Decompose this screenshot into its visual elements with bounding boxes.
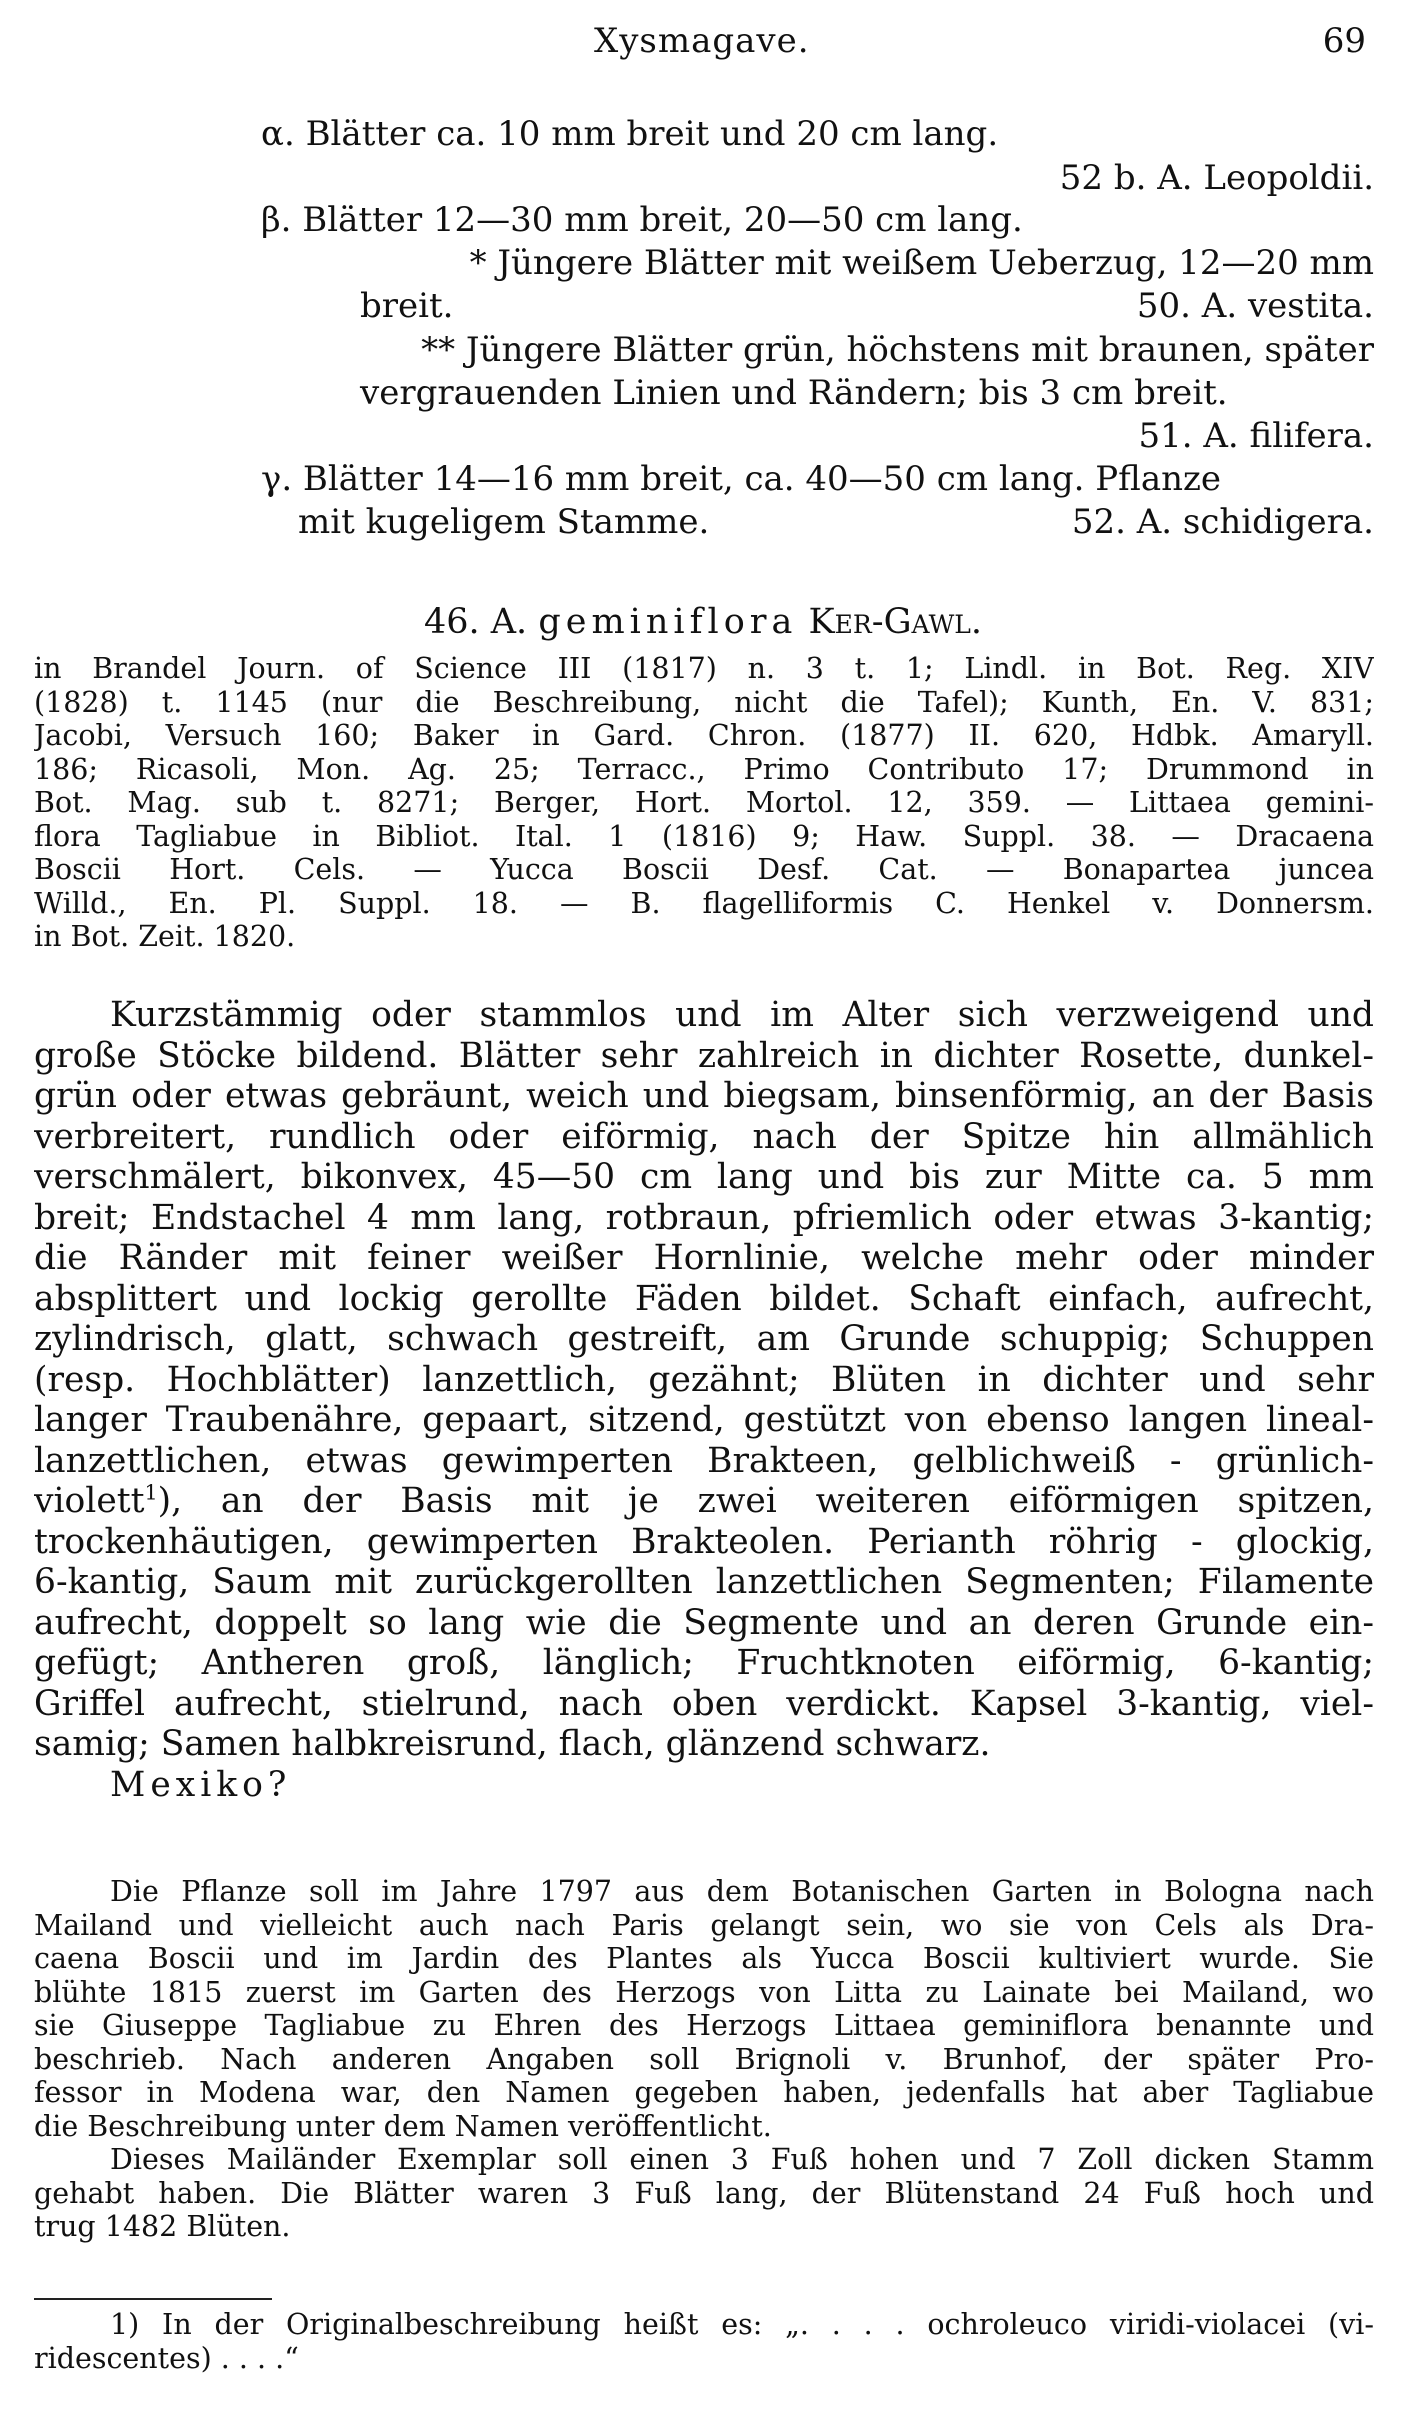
description-line: verbreitert, rundlich oder eiförmig, nach der Spitze hin allmählich	[34, 1116, 1374, 1157]
description-line: die Ränder mit feiner weißer Hornlinie, welche mehr oder minder	[34, 1238, 1374, 1278]
notes-line: Die Pflanze soll im Jahre 1797 aus dem Botanischen Garten in Bologna nach	[110, 1875, 1374, 1908]
key-beta: β. Blätter 12—30 mm breit, 20—50 cm lang.	[261, 200, 1023, 240]
habitat: Mexiko?	[110, 1764, 292, 1805]
synonymy-line: in Brandel Journ. of Science III (1817) n. 3 t. 1; Lindl. in Bot. Reg. XIV	[34, 652, 1374, 685]
footnote-divider	[34, 2298, 272, 2300]
key-alpha: α. Blätter ca. 10 mm breit und 20 cm lang.	[261, 114, 999, 154]
notes-line: Mailand und vielleicht auch nach Paris gelangt sein, wo sie von Cels als Dra-	[34, 1908, 1374, 1942]
notes-line: fessor in Modena war, den Namen gegeben haben, jedenfalls hat aber Tagliabue	[34, 2076, 1374, 2109]
synonymy-line: Bot. Mag. sub t. 8271; Berger, Hort. Mortol. 12, 359. — Littaea gemini-	[34, 786, 1374, 819]
description-line: gefügt; Antheren groß, länglich; Fruchtknoten eiförmig, 6-kantig;	[34, 1643, 1374, 1683]
description-line: Kurzstämmig oder stammlos und im Alter sich verzweigend und	[110, 995, 1374, 1035]
synonymy-block	[34, 652, 1374, 954]
footnote-reference: 1	[144, 1481, 158, 1505]
footnote	[34, 2308, 1374, 2376]
synonymy-line: Jacobi, Versuch 160; Baker in Gard. Chron. (1877) II. 620, Hdbk. Amaryll.	[34, 719, 1374, 752]
description-line: breit; Endstachel 4 mm lang, rotbraun, pfriemlich oder etwas 3-kantig;	[34, 1197, 1374, 1238]
description-line: samig; Samen halbkreisrund, flach, glänzend schwarz.	[34, 1724, 991, 1764]
key-beta-sub2-line2: vergrauenden Linien und Rändern; bis 3 cm breit.	[360, 373, 1228, 413]
description-line: verschmälert, bikonvex, 45—50 cm lang und bis zur Mitte ca. 5 mm	[34, 1157, 1374, 1197]
species-number: 46. A.	[423, 602, 528, 642]
synonymy-line: in Bot. Zeit. 1820.	[34, 920, 296, 953]
key-beta-sub1-line2: breit.	[360, 286, 454, 326]
synonymy-line: (1828) t. 1145 (nur die Beschreibung, nicht die Tafel); Kunth, En. V. 831;	[34, 685, 1374, 719]
description-line: zylindrisch, glatt, schwach gestreift, am Grunde schuppig; Schuppen	[34, 1319, 1374, 1359]
footnote-line: ridescentes) . . . .“	[34, 2342, 299, 2375]
description-line: trockenhäutigen, gewimperten Brakteolen. Perianth röhrig - glockig,	[34, 1521, 1374, 1562]
synonymy-line: Willd., En. Pl. Suppl. 18. — B. flagelliformis C. Henkel v. Donnersm.	[34, 886, 1374, 920]
synonymy-line: flora Tagliabue in Bibliot. Ital. 1 (1816) 9; Haw. Suppl. 38. — Dracaena	[34, 819, 1374, 853]
key-beta-sub2-line1: ** Jüngere Blätter grün, höchstens mit braunen, später	[421, 330, 1374, 370]
page-number: 69	[1322, 21, 1366, 61]
historical-notes	[34, 1875, 1374, 2244]
species-author: Ker-Gawl.	[808, 602, 983, 642]
running-head	[34, 16, 1366, 66]
description-line: aufrecht, doppelt so lang wie die Segmente und an deren Grunde ein-	[34, 1602, 1374, 1643]
synonymy-line: 186; Ricasoli, Mon. Ag. 25; Terracc., Primo Contributo 17; Drummond in	[34, 752, 1374, 786]
description-line: langer Traubenähre, gepaart, sitzend, gestützt von ebenso langen lineal-	[34, 1400, 1374, 1440]
key-beta-sub1-line1: * Jüngere Blätter mit weißem Ueberzug, 12—20 mm	[469, 243, 1374, 283]
description-text: violett	[34, 1481, 145, 1521]
key-gamma-result: 52. A. schidigera.	[1071, 502, 1374, 542]
notes-line: gehabt haben. Die Blätter waren 3 Fuß lang, der Blütenstand 24 Fuß hoch und	[34, 2176, 1374, 2210]
description-text: ), an der Basis mit je zwei weiteren eiförmigen spitzen,	[157, 1481, 1374, 1521]
notes-line: caena Boscii und im Jardin des Plantes als Yucca Boscii kultiviert wurde. Sie	[34, 1942, 1374, 1975]
notes-line: die Beschreibung unter dem Namen veröffentlicht.	[34, 2109, 772, 2143]
species-description	[34, 995, 1374, 1805]
footnote-line: 1) In der Originalbeschreibung heißt es: „. . . . ochroleuco viridi-violacei (vi-	[110, 2308, 1374, 2341]
key-alpha-result: 52 b. A. Leopoldii.	[1059, 158, 1374, 198]
notes-line: Dieses Mailänder Exemplar soll einen 3 Fuß hohen und 7 Zoll dicken Stamm	[110, 2143, 1374, 2176]
description-line: grün oder etwas gebräunt, weich und biegsam, binsenförmig, an der Basis	[34, 1076, 1374, 1116]
description-line: (resp. Hochblätter) lanzettlich, gezähnt; Blüten in dichter und sehr	[34, 1359, 1374, 1400]
description-line: absplittert und lockig gerollte Fäden bildet. Schaft einfach, aufrecht,	[34, 1278, 1374, 1319]
description-line	[34, 1481, 1374, 1522]
description-line: Griffel aufrecht, stielrund, nach oben verdickt. Kapsel 3-kantig, viel-	[34, 1683, 1374, 1724]
key-beta-sub1-result: 50. A. vestita.	[1136, 286, 1374, 326]
synonymy-line: Boscii Hort. Cels. — Yucca Boscii Desf. Cat. — Bonapartea juncea	[34, 853, 1374, 886]
key-gamma-line2: mit kugeligem Stamme.	[298, 502, 710, 542]
description-line: 6-kantig, Saum mit zurückgerollten lanzettlichen Segmenten; Filamente	[34, 1562, 1374, 1602]
notes-line: blühte 1815 zuerst im Garten des Herzogs von Litta zu Lainate bei Mailand, wo	[34, 1975, 1374, 2009]
key-gamma-line1: γ. Blätter 14—16 mm breit, ca. 40—50 cm lang. Pflanze	[261, 459, 1222, 499]
notes-line: beschrieb. Nach anderen Angaben soll Brignoli v. Brunhof, der später Pro-	[34, 2042, 1374, 2076]
species-epithet: geminiflora	[538, 602, 798, 642]
key-beta-sub2-result: 51. A. filifera.	[1138, 416, 1374, 456]
notes-line: trug 1482 Blüten.	[34, 2210, 291, 2243]
notes-line: sie Giuseppe Tagliabue zu Ehren des Herzogs Littaea geminiflora benannte und	[34, 2009, 1374, 2042]
species-heading	[0, 596, 1406, 648]
description-line: lanzettlichen, etwas gewimperten Brakteen, gelblichweiß - grünlich-	[34, 1440, 1374, 1481]
description-line: große Stöcke bildend. Blätter sehr zahlreich in dichter Rosette, dunkel-	[34, 1035, 1374, 1076]
running-title: Xysmagave.	[594, 21, 810, 61]
